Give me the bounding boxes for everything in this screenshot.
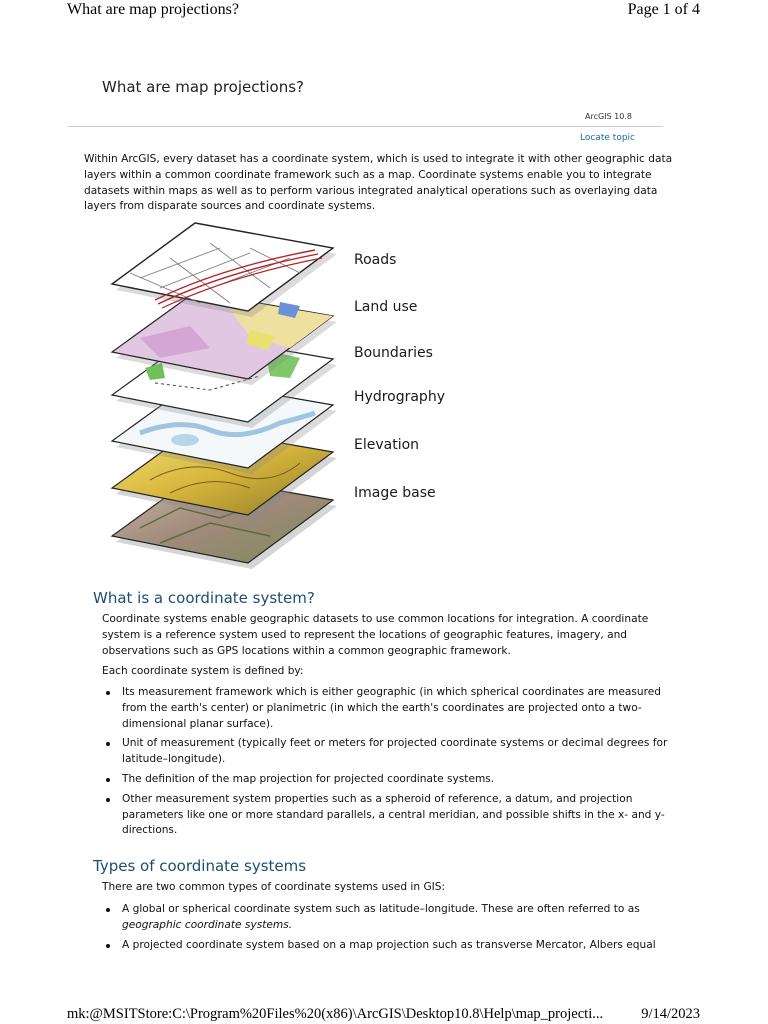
layer-label-boundaries: Boundaries	[354, 345, 433, 361]
list-item-text: A global or spherical coordinate system such as latitude–longitude. These are often referred to as	[122, 903, 640, 915]
types-paragraph: There are two common types of coordinate systems used in GIS:	[102, 881, 446, 893]
print-header	[67, 1, 700, 19]
intro-paragraph: Within ArcGIS, every dataset has a coordinate system, which is used to integrate it with other geographic data layers within a common coordinate framework such as a map. Coordinate systems enable you to integrate datasets within maps as well as to perform various integrated analytical operations such as overlaying data layers from disparate sources and coordinate systems.	[84, 153, 673, 213]
types-list	[102, 902, 682, 957]
layer-label-image-base: Image base	[354, 485, 436, 501]
print-footer	[67, 1006, 700, 1023]
layer-label-elevation: Elevation	[354, 437, 420, 453]
list-item: Other measurement system properties such as a spheroid of reference, a datum, and projection parameters like one or more standard parallels, a central meridian, and possible shifts in the x- and y-directions.	[102, 792, 682, 839]
locate-topic-link[interactable]: Locate topic	[580, 133, 635, 143]
section-heading-coordinate-system: What is a coordinate system?	[93, 589, 315, 607]
layer-roads	[112, 223, 337, 317]
map-layers-figure	[100, 218, 460, 578]
print-page-number: Page 1 of 4	[627, 1, 700, 18]
list-item: A projected coordinate system based on a map projection such as transverse Mercator, Albers equal	[102, 938, 682, 954]
layer-label-roads: Roads	[354, 252, 397, 268]
layer-label-hydrography: Hydrography	[354, 389, 445, 405]
list-item: Its measurement framework which is either geographic (in which spherical coordinates are measured from the earth's center) or planimetric (in which the earth's coordinates are projected onto a two-dimensional planar surface).	[102, 685, 682, 732]
list-item-emphasis: geographic coordinate systems.	[122, 918, 293, 931]
list-item: Unit of measurement (typically feet or meters for projected coordinate systems or decimal degrees for latitude–longitude).	[102, 736, 682, 768]
print-header-title: What are map projections?	[67, 1, 239, 18]
section-heading-types: Types of coordinate systems	[93, 857, 307, 875]
version-label: ArcGIS 10.8	[585, 112, 632, 121]
definition-list	[102, 685, 682, 843]
list-item	[102, 902, 682, 934]
print-footer-date: 9/14/2023	[641, 1006, 700, 1022]
list-item: The definition of the map projection for projected coordinate systems.	[102, 772, 682, 788]
map-layers-illustration	[100, 218, 350, 578]
page-title: What are map projections?	[102, 78, 304, 96]
defined-by-paragraph: Each coordinate system is defined by:	[102, 665, 304, 677]
layer-label-land-use: Land use	[354, 299, 418, 315]
print-footer-url: mk:@MSITStore:C:\Program%20Files%20(x86)\ArcGIS\Desktop10.8\Help\map_projecti...	[67, 1006, 604, 1022]
coordinate-system-paragraph: Coordinate systems enable geographic datasets to use common locations for integration. A coordinate system is a reference system used to represent the locations of geographic features, imagery, and observations such as GPS locations within a common geographic framework.	[102, 613, 649, 657]
divider	[68, 126, 663, 127]
